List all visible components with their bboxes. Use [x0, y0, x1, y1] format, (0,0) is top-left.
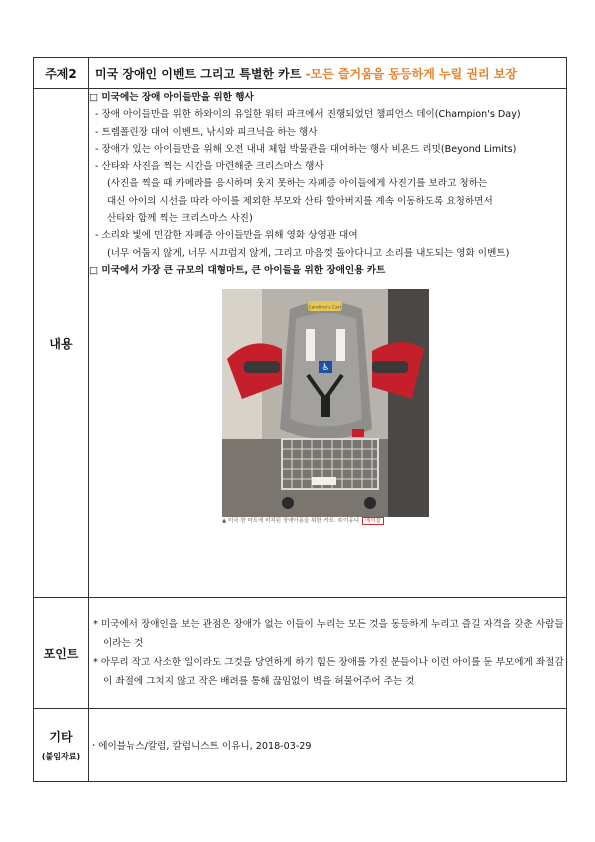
etc-sublabel: (붙임자료) [41, 752, 81, 761]
cart-brand-text: Caroline's Cart [308, 305, 342, 311]
event-item: - 장애가 있는 아이들만을 위해 오전 내내 체험 박물관을 대여하는 행사 비욘드 리밋(Beyond Limits) [95, 143, 517, 155]
subject-title-main: 미국 장애인 이벤트 그리고 특별한 카트 [95, 66, 302, 81]
event-item: - 산타와 사진을 찍는 시간을 마련해준 크리스마스 행사 [95, 161, 324, 173]
etc-label-cell [34, 709, 89, 782]
subject-cell [89, 58, 567, 89]
subject-label: 주제2 [34, 58, 89, 89]
santa-note-line: 산타와 함께 찍는 크리스마스 사진) [107, 213, 253, 225]
subject-row [34, 58, 567, 89]
content-row [34, 89, 567, 598]
movie-item: - 소리와 빛에 민감한 자폐증 아이들만을 위해 영화 상영관 대여 [95, 230, 358, 242]
summary-table [33, 57, 567, 782]
subject-title [89, 65, 566, 82]
point-row [34, 598, 567, 709]
photo-caption-text: ▲ 미국 한 마트에 비치된 장애아동을 위한 카트. ©이유니 [222, 518, 360, 525]
santa-note-line: 대신 아이의 시선을 따라 아이를 제외한 부모와 산타 할아버지를 계속 이동하도록 요청하면서 [107, 195, 493, 207]
etc-row [34, 709, 567, 782]
point-cell [89, 598, 567, 709]
section2-heading: □ 미국에서 가장 큰 규모의 대형마트, 큰 아이들을 위한 장애인용 카트 [89, 264, 386, 276]
event-item: - 장애 아이들만을 위한 하와이의 유일한 워터 파크에서 진행되었던 챔피언스 데이(Champion's Day) [95, 109, 521, 121]
point-item: * 미국에서 장애인을 보는 관점은 장애가 없는 이들이 누리는 모든 것을 동등하게 누리고 즐길 자격을 갖춘 사람들이라는 것 [93, 619, 564, 649]
etc-label: 기타 [49, 730, 73, 744]
cart-photo-block [222, 289, 429, 525]
svg-text:♿: ♿ [321, 363, 330, 374]
point-item: * 아무리 작고 사소한 일이라도 그것을 당연하게 하기 힘든 장애를 가진 분들이나 이런 아이를 둔 부모에게 좌절감이 좌절에 그치지 않고 작은 배려를 통해 끊임없이 벽을 허물어주어 주는 것 [93, 657, 564, 687]
santa-note-line: (사진을 찍을 때 카메라를 응시하며 웃지 못하는 자폐증 아이들에게 사진기를 보라고 청하는 [107, 178, 488, 190]
cart-photo [222, 289, 429, 517]
etc-source: ㆍ에이블뉴스/칼럼, 칼럼니스트 이유니, 2018-03-29 [89, 709, 567, 782]
event-item: - 트렘폴린장 대여 이벤트, 낚시와 피크닉을 하는 행사 [95, 126, 318, 138]
section1-heading: □ 미국에는 장애 아이들만을 위한 행사 [89, 92, 254, 103]
content-label: 내용 [34, 89, 89, 598]
subject-title-accent: -모든 즐거움을 동등하게 누릴 권리 보장 [305, 66, 517, 81]
photo-caption [222, 517, 429, 525]
content-cell [89, 89, 567, 598]
point-label: 포인트 [34, 598, 89, 709]
source-stamp: 에이블 [362, 517, 384, 525]
movie-note: (너무 어둡지 않게, 너무 시끄럽지 않게, 그리고 마음껏 돌아다니고 소리를 내도되는 영화 이벤트) [107, 247, 510, 259]
